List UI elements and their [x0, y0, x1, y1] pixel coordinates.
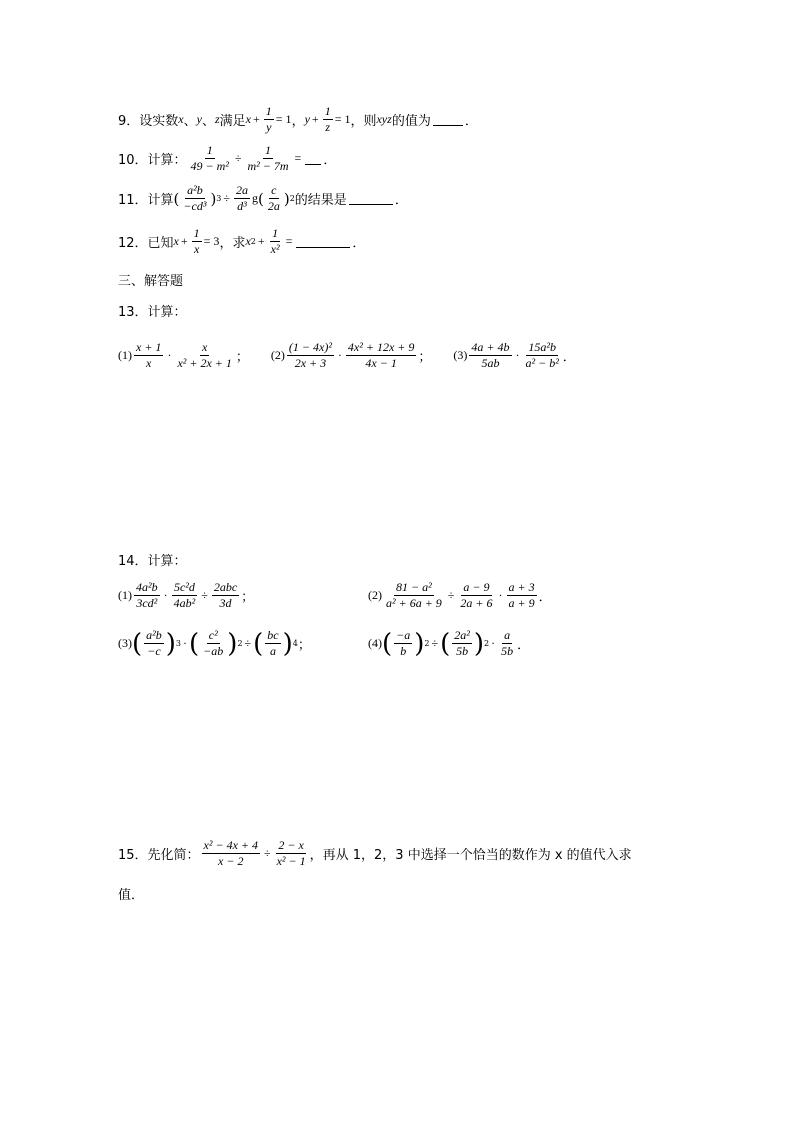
- fraction: $\frac{4a + 4b}{5ab}$: [471, 340, 510, 370]
- question-14-part-4: (4) ( $\frac{-a}{b}$ ) 2 ÷ ( $\frac{\text{2a²}}{5b}$ ) 2 · $\frac{a}{5b}$ ．: [368, 628, 531, 659]
- fraction: $\frac{\text{81 − a²}}{\text{a² + 6a + 9}}$: [386, 580, 442, 610]
- fraction: $\frac{\text{a²b}}{-c}$: [146, 628, 162, 658]
- fraction: $\frac{a + 3}{a + 9}$: [508, 580, 535, 610]
- fraction: $\frac{\text{(1 − 4x)²}}{2x + 3}$: [288, 340, 332, 370]
- question-11: 11．计算 ( $\frac{\text{a²b}}{\text{−cd³}}$ ) 3 ÷ $\frac{2a}{\text{d³}}$ g ( $\frac{c}{2a}$ ) 2 的结果是 ．: [118, 183, 408, 213]
- fraction: $\frac{\text{a²b}}{\text{−cd³}}$: [183, 183, 207, 213]
- fraction: $\frac{\text{4x² + 12x + 9}}{4x - 1}$: [347, 340, 415, 370]
- fraction: $\frac{1}{y}$: [265, 104, 272, 134]
- question-9: 9． 设实数 x 、 y 、 z 满足 x + $\frac{1}{y}$ = 1 ， y + $\frac{1}{z}$ = 1 ，则 xyz 的值为 ．: [118, 104, 478, 134]
- section-heading: 三、解答题: [118, 274, 184, 289]
- question-14-title: 14．计算：: [118, 554, 187, 569]
- fraction: $\frac{x}{\text{x² + 2x + 1}}$: [177, 340, 232, 370]
- fraction: $\frac{1}{\text{x²}}$: [270, 226, 280, 256]
- q10-number: 10．计算：: [118, 153, 187, 168]
- fraction: $\frac{a - 9}{2a + 6}$: [460, 580, 493, 610]
- question-14-part-3: (3) ( $\frac{\text{a²b}}{-c}$ ) 3 · ( $\frac{\text{c²}}{-ab}$ ) 2 ÷ ( $\frac{bc}{a}$ ) 4 ；: [118, 628, 311, 659]
- question-15: 15．先化简： $\frac{\text{x² − 4x + 4}}{x - 2}$ ÷ $\frac{2 - x}{\text{x² − 1}}$ ，再从 1，2，3 中选择一个恰当的数作为 x 的值代入求: [118, 838, 632, 868]
- fraction: $\frac{a}{5b}$: [501, 628, 514, 658]
- question-14-part-1: (1) $\frac{\text{4a²b}}{\text{3cd²}}$ · $\frac{\text{5c²d}}{\text{4ab²}}$ ÷ $\frac{\text{2abc}}{3d}$ ；: [118, 580, 255, 610]
- question-14-part-2: (2) $\frac{\text{81 − a²}}{\text{a² + 6a + 9}}$ ÷ $\frac{a - 9}{2a + 6}$ · $\frac{a + 3}{a + 9}$ ．: [368, 580, 552, 610]
- fraction: $\frac{-a}{b}$: [396, 628, 411, 658]
- fraction: $\frac{2a}{\text{d³}}$: [235, 183, 248, 213]
- fraction: $\frac{\text{2a²}}{5b}$: [454, 628, 470, 658]
- fraction: $\frac{2 - x}{\text{x² − 1}}$: [276, 838, 306, 868]
- fraction: $\frac{1}{\text{m² − 7m}}$: [247, 143, 289, 173]
- fraction: $\frac{\text{x² − 4x + 4}}{x - 2}$: [203, 838, 258, 868]
- fraction: $\frac{c}{2a}$: [267, 183, 280, 213]
- q9-number: 9．: [118, 114, 140, 129]
- question-13-title: 13．计算：: [118, 305, 187, 320]
- answer-blank: [433, 113, 463, 126]
- q12-number: 12．已知: [118, 236, 174, 251]
- fraction: $\frac{\text{5c²d}}{\text{4ab²}}$: [173, 580, 196, 610]
- answer-blank: [349, 192, 393, 205]
- fraction: $\frac{x + 1}{x}$: [136, 340, 162, 370]
- question-10: 10．计算： $\frac{1}{\text{49 − m²}}$ ÷ $\frac{1}{\text{m² − 7m}}$ = ．: [118, 143, 337, 173]
- fraction: $\frac{\text{2abc}}{3d}$: [213, 580, 238, 610]
- fraction: $\frac{1}{\text{49 − m²}}$: [190, 143, 229, 173]
- q15-number: 15．先化简：: [118, 848, 200, 863]
- fraction: $\frac{bc}{a}$: [267, 628, 279, 658]
- question-15-continued: 值．: [118, 888, 145, 903]
- question-13-parts: (1) $\frac{x + 1}{x}$ · $\frac{x}{\text{x² + 2x + 1}}$ ； (2) $\frac{\text{(1 − 4x)²}}{2x + 3}$ · $\frac{\text{4x² + 12x + 9}}{4x - 1}$ ； (3) $\frac{4a + 4b}{5ab}$ · $\frac{\text{15a²b}}{\text{a² − b²}}$ ．: [118, 340, 576, 370]
- fraction: $\frac{\text{15a²b}}{\text{a² − b²}}$: [525, 340, 559, 370]
- answer-blank: [305, 152, 321, 165]
- fraction: $\frac{\text{4a²b}}{\text{3cd²}}$: [136, 580, 158, 610]
- fraction: $\frac{1}{z}$: [324, 104, 331, 134]
- fraction: $\frac{\text{c²}}{-ab}$: [203, 628, 224, 658]
- fraction: $\frac{1}{x}$: [193, 226, 200, 256]
- answer-blank: [296, 235, 350, 248]
- question-12: 12．已知 x + $\frac{1}{x}$ = 3 ，求 x 2 + $\frac{1}{\text{x²}}$ = ．: [118, 226, 366, 256]
- q11-number: 11．计算: [118, 193, 174, 208]
